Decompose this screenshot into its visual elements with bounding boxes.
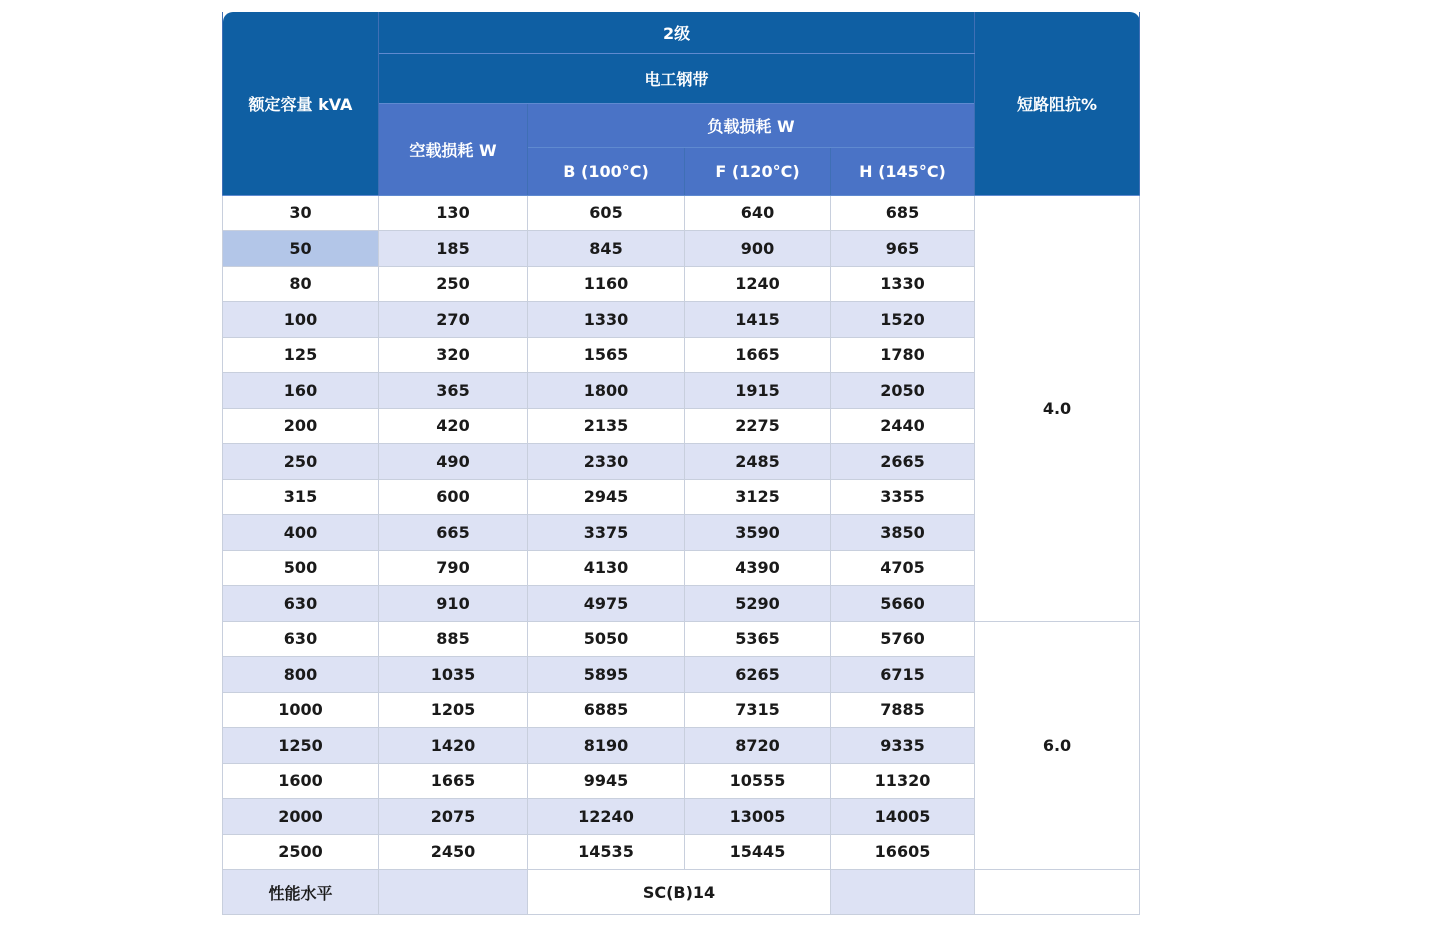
cell-load-loss-f: 8720 bbox=[685, 728, 831, 764]
cell-capacity: 630 bbox=[223, 621, 379, 657]
cell-load-loss-b: 1565 bbox=[528, 337, 685, 373]
cell-load-loss-f: 10555 bbox=[685, 763, 831, 799]
header-capacity: 额定容量 kVA bbox=[223, 12, 379, 195]
cell-load-loss-b: 1160 bbox=[528, 266, 685, 302]
cell-noload-loss: 270 bbox=[379, 302, 528, 338]
cell-noload-loss: 885 bbox=[379, 621, 528, 657]
cell-load-loss-b: 8190 bbox=[528, 728, 685, 764]
cell-load-loss-h: 4705 bbox=[831, 550, 975, 586]
cell-load-loss-b: 6885 bbox=[528, 692, 685, 728]
cell-load-loss-f: 13005 bbox=[685, 799, 831, 835]
cell-load-loss-f: 640 bbox=[685, 195, 831, 231]
cell-load-loss-b: 605 bbox=[528, 195, 685, 231]
cell-load-loss-b: 4130 bbox=[528, 550, 685, 586]
cell-capacity: 50 bbox=[223, 231, 379, 267]
cell-load-loss-b: 5050 bbox=[528, 621, 685, 657]
footer-blank-3 bbox=[975, 870, 1140, 915]
cell-load-loss-h: 2050 bbox=[831, 373, 975, 409]
cell-capacity: 500 bbox=[223, 550, 379, 586]
cell-capacity: 250 bbox=[223, 444, 379, 480]
cell-load-loss-b: 3375 bbox=[528, 515, 685, 551]
cell-load-loss-h: 2440 bbox=[831, 408, 975, 444]
cell-load-loss-h: 5660 bbox=[831, 586, 975, 622]
cell-capacity: 1600 bbox=[223, 763, 379, 799]
cell-capacity: 30 bbox=[223, 195, 379, 231]
cell-load-loss-h: 1330 bbox=[831, 266, 975, 302]
cell-load-loss-f: 6265 bbox=[685, 657, 831, 693]
footer-blank-1 bbox=[379, 870, 528, 915]
cell-capacity: 2000 bbox=[223, 799, 379, 835]
cell-noload-loss: 1035 bbox=[379, 657, 528, 693]
cell-capacity: 160 bbox=[223, 373, 379, 409]
cell-load-loss-f: 5365 bbox=[685, 621, 831, 657]
cell-load-loss-f: 1665 bbox=[685, 337, 831, 373]
table-row bbox=[223, 621, 1140, 657]
header-h-145c: H (145°C) bbox=[831, 147, 975, 195]
cell-load-loss-h: 1780 bbox=[831, 337, 975, 373]
footer-label: 性能水平 bbox=[223, 870, 379, 915]
cell-noload-loss: 185 bbox=[379, 231, 528, 267]
header-b-100c: B (100°C) bbox=[528, 147, 685, 195]
cell-impedance: 6.0 bbox=[975, 621, 1140, 870]
footer-performance-level: SC(B)14 bbox=[528, 870, 831, 915]
cell-load-loss-f: 1240 bbox=[685, 266, 831, 302]
cell-capacity: 630 bbox=[223, 586, 379, 622]
table-footer bbox=[223, 870, 1140, 915]
cell-load-loss-f: 900 bbox=[685, 231, 831, 267]
cell-capacity: 800 bbox=[223, 657, 379, 693]
cell-load-loss-h: 685 bbox=[831, 195, 975, 231]
cell-noload-loss: 365 bbox=[379, 373, 528, 409]
cell-load-loss-h: 9335 bbox=[831, 728, 975, 764]
header-material: 电工钢带 bbox=[379, 53, 975, 103]
cell-load-loss-f: 3125 bbox=[685, 479, 831, 515]
cell-capacity: 1000 bbox=[223, 692, 379, 728]
cell-load-loss-b: 9945 bbox=[528, 763, 685, 799]
cell-load-loss-h: 6715 bbox=[831, 657, 975, 693]
cell-load-loss-b: 2135 bbox=[528, 408, 685, 444]
cell-load-loss-b: 845 bbox=[528, 231, 685, 267]
cell-load-loss-f: 1915 bbox=[685, 373, 831, 409]
cell-noload-loss: 1420 bbox=[379, 728, 528, 764]
cell-load-loss-h: 5760 bbox=[831, 621, 975, 657]
cell-capacity: 100 bbox=[223, 302, 379, 338]
table-row bbox=[223, 195, 1140, 231]
cell-capacity: 1250 bbox=[223, 728, 379, 764]
cell-load-loss-h: 3850 bbox=[831, 515, 975, 551]
header-impedance: 短路阻抗% bbox=[975, 12, 1140, 195]
cell-noload-loss: 250 bbox=[379, 266, 528, 302]
cell-capacity: 2500 bbox=[223, 834, 379, 870]
table-body bbox=[223, 195, 1140, 870]
cell-load-loss-f: 4390 bbox=[685, 550, 831, 586]
cell-impedance: 4.0 bbox=[975, 195, 1140, 621]
transformer-spec-table bbox=[222, 12, 1140, 915]
cell-load-loss-b: 1330 bbox=[528, 302, 685, 338]
header-f-120c: F (120°C) bbox=[685, 147, 831, 195]
cell-capacity: 315 bbox=[223, 479, 379, 515]
cell-noload-loss: 790 bbox=[379, 550, 528, 586]
cell-load-loss-b: 14535 bbox=[528, 834, 685, 870]
header-noload-loss: 空载损耗 W bbox=[379, 103, 528, 195]
cell-load-loss-h: 2665 bbox=[831, 444, 975, 480]
cell-load-loss-f: 3590 bbox=[685, 515, 831, 551]
cell-load-loss-b: 2330 bbox=[528, 444, 685, 480]
cell-load-loss-h: 11320 bbox=[831, 763, 975, 799]
cell-noload-loss: 490 bbox=[379, 444, 528, 480]
cell-load-loss-b: 2945 bbox=[528, 479, 685, 515]
cell-load-loss-h: 965 bbox=[831, 231, 975, 267]
cell-capacity: 125 bbox=[223, 337, 379, 373]
cell-capacity: 80 bbox=[223, 266, 379, 302]
cell-load-loss-f: 5290 bbox=[685, 586, 831, 622]
cell-load-loss-b: 12240 bbox=[528, 799, 685, 835]
cell-noload-loss: 320 bbox=[379, 337, 528, 373]
cell-noload-loss: 2450 bbox=[379, 834, 528, 870]
cell-load-loss-f: 1415 bbox=[685, 302, 831, 338]
cell-load-loss-b: 1800 bbox=[528, 373, 685, 409]
footer-blank-2 bbox=[831, 870, 975, 915]
header-load-loss: 负载损耗 W bbox=[528, 103, 975, 147]
cell-load-loss-h: 16605 bbox=[831, 834, 975, 870]
cell-noload-loss: 910 bbox=[379, 586, 528, 622]
cell-load-loss-f: 7315 bbox=[685, 692, 831, 728]
cell-noload-loss: 2075 bbox=[379, 799, 528, 835]
cell-noload-loss: 1665 bbox=[379, 763, 528, 799]
cell-noload-loss: 130 bbox=[379, 195, 528, 231]
cell-capacity: 400 bbox=[223, 515, 379, 551]
cell-noload-loss: 420 bbox=[379, 408, 528, 444]
cell-noload-loss: 1205 bbox=[379, 692, 528, 728]
cell-capacity: 200 bbox=[223, 408, 379, 444]
cell-load-loss-b: 4975 bbox=[528, 586, 685, 622]
cell-load-loss-h: 3355 bbox=[831, 479, 975, 515]
cell-load-loss-b: 5895 bbox=[528, 657, 685, 693]
header-grade: 2级 bbox=[379, 12, 975, 53]
cell-noload-loss: 600 bbox=[379, 479, 528, 515]
cell-load-loss-h: 7885 bbox=[831, 692, 975, 728]
cell-load-loss-f: 2485 bbox=[685, 444, 831, 480]
table-header bbox=[223, 12, 1140, 195]
cell-load-loss-h: 14005 bbox=[831, 799, 975, 835]
cell-noload-loss: 665 bbox=[379, 515, 528, 551]
cell-load-loss-f: 15445 bbox=[685, 834, 831, 870]
cell-load-loss-h: 1520 bbox=[831, 302, 975, 338]
cell-load-loss-f: 2275 bbox=[685, 408, 831, 444]
